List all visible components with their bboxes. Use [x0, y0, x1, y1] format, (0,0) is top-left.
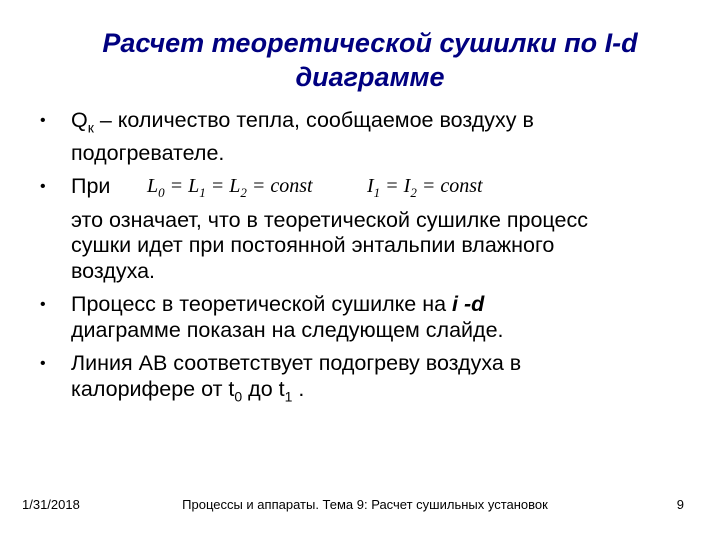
q-symbol: Q — [71, 108, 88, 132]
footer-date: 1/31/2018 — [22, 497, 80, 512]
bullet-line: подогревателе. — [71, 140, 225, 165]
bullet-text: – количество тепла, сообщаемое воздуху в — [93, 108, 534, 132]
bullet-line: это означает, что в теоретической сушилке процесс — [71, 207, 588, 232]
bullet-line: Линия АВ соответствует подогреву воздуха в — [71, 351, 522, 376]
formula-i-const: $I_1 = I_2$ = const — [367, 175, 483, 201]
bullet-item-heat-quantity — [40, 108, 680, 166]
slide-title — [90, 26, 650, 94]
id-label: i -d — [452, 292, 485, 317]
t0-subscript: 0 — [234, 388, 243, 405]
bullet-line — [71, 377, 680, 410]
slide-title-line-1: Расчет теоретической сушилки по I-d — [102, 28, 638, 58]
bullet-text: до t — [242, 376, 285, 401]
bullet-line: сушки идет при постоянной энтальпии влажного — [71, 233, 555, 258]
bullet-list — [40, 108, 680, 410]
bullet-line — [71, 292, 680, 318]
bullet-dot-icon: • — [40, 178, 46, 196]
slide-title-line-2: диаграмме — [295, 62, 445, 92]
bullet-text: калорифере от t — [71, 376, 235, 401]
bullet-text: Процесс в теоретической сушилке на — [71, 292, 453, 317]
t1-subscript: 1 — [284, 388, 293, 405]
bullet-line — [71, 108, 680, 141]
bullet-dot-icon: • — [40, 296, 46, 314]
bullet-line: воздуха. — [71, 258, 156, 283]
bullet-dot-icon: • — [40, 355, 46, 373]
q-subscript: к — [87, 119, 94, 136]
bullet-item-constant-enthalpy — [40, 174, 680, 284]
bullet-dot-icon: • — [40, 112, 46, 129]
bullet-item-process-diagram — [40, 292, 680, 343]
footer-caption: Процессы и аппараты. Тема 9: Расчет сушильных установок — [182, 497, 548, 512]
bullet-text: . — [292, 376, 305, 401]
bullet-lead-text: При — [71, 174, 111, 199]
bullet-line-with-formula — [71, 174, 680, 200]
formula-l-const: $L_0 = L_1 = L_2$ = const — [147, 175, 313, 201]
bullet-item-line-ab — [40, 351, 680, 409]
bullet-line: диаграмме показан на следующем слайде. — [71, 317, 504, 342]
footer-page-number: 9 — [676, 497, 684, 512]
